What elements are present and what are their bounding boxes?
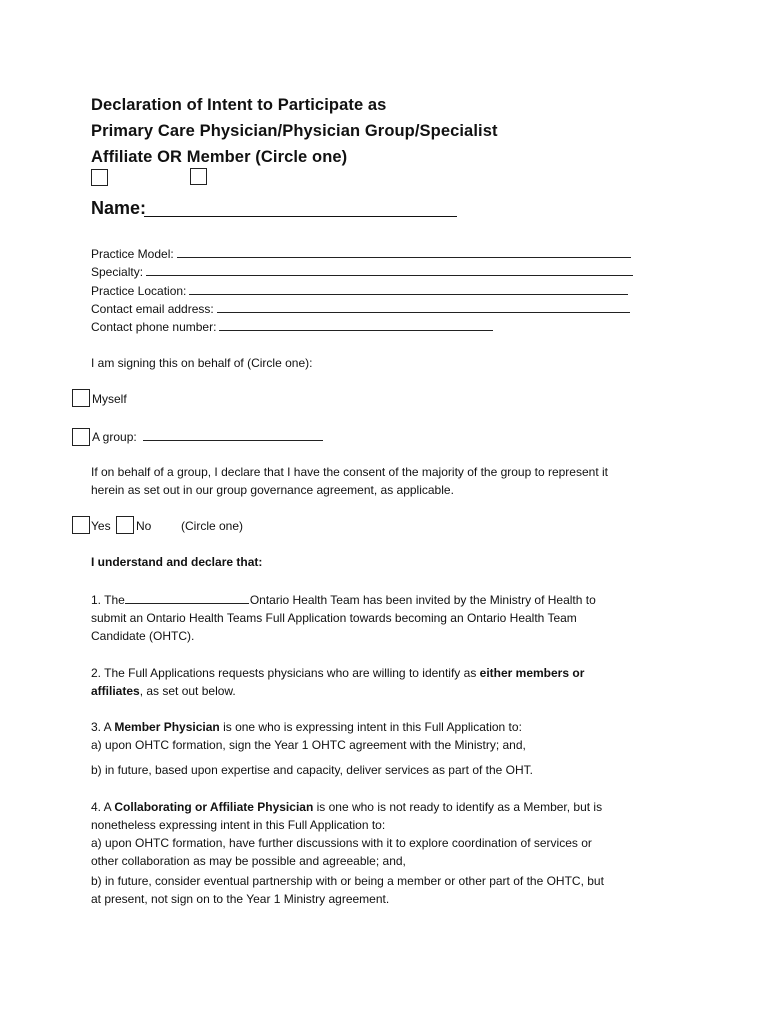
contact-phone-label: Contact phone number: (91, 320, 217, 334)
myself-checkbox[interactable] (72, 389, 90, 407)
no-label: No (136, 519, 152, 533)
myself-label: Myself (92, 392, 127, 406)
oht-name-field[interactable] (125, 592, 249, 604)
name-label: Name: (91, 198, 147, 218)
specialty-row (91, 264, 633, 279)
specialty-label: Specialty: (91, 265, 144, 279)
item-2 (91, 664, 681, 700)
item-4-rest: is one who is not ready to identify as a Member, but is (313, 800, 603, 814)
specialty-field[interactable] (146, 264, 633, 276)
item-1 (91, 591, 681, 645)
item-1-line-2: submit an Ontario Health Teams Full Application towards becoming an Ontario Health Team (91, 611, 577, 625)
practice-location-row (91, 283, 628, 298)
form-title-line-3: Affiliate OR Member (Circle one) (91, 148, 348, 166)
signing-behalf-text: I am signing this on behalf of (Circle one): (91, 356, 313, 370)
item-3-b: b) in future, based upon expertise and capacity, deliver services as part of the OHT. (91, 763, 534, 777)
contact-phone-row (91, 319, 493, 334)
practice-model-label: Practice Model: (91, 247, 174, 261)
group-checkbox[interactable] (72, 428, 90, 446)
item-2-bold-1: either members or (479, 666, 585, 680)
no-checkbox[interactable] (116, 516, 134, 534)
practice-model-field[interactable] (177, 246, 631, 258)
consent-line-1: If on behalf of a group, I declare that I have the consent of the majority of the group to represent it (91, 465, 608, 479)
yes-checkbox[interactable] (72, 516, 90, 534)
name-field[interactable] (144, 216, 457, 217)
item-4 (91, 798, 681, 908)
item-3 (91, 718, 681, 779)
affiliate-checkbox[interactable] (91, 169, 108, 186)
contact-email-row (91, 301, 630, 316)
consent-line-2: herein as set out in our group governance agreement, as applicable. (91, 483, 454, 497)
practice-location-field[interactable] (189, 283, 628, 295)
item-4-line-2: nonetheless expressing intent in this Full Application to: (91, 818, 386, 832)
practice-location-label: Practice Location: (91, 284, 187, 298)
item-2-text: 2. The Full Applications requests physicians who are willing to identify as (91, 666, 480, 680)
item-3-bold: Member Physician (114, 720, 220, 734)
item-3-prefix: 3. A (91, 720, 115, 734)
contact-phone-field[interactable] (219, 319, 493, 331)
item-1-prefix: 1. The (91, 593, 125, 607)
contact-email-label: Contact email address: (91, 302, 214, 316)
form-title-line-2: Primary Care Physician/Physician Group/Specialist (91, 122, 498, 140)
item-3-rest: is one who is expressing intent in this Full Application to: (219, 720, 522, 734)
group-label: A group: (92, 430, 137, 444)
member-checkbox[interactable] (190, 168, 207, 185)
yes-label: Yes (91, 519, 111, 533)
item-1-rest: Ontario Health Team has been invited by the Ministry of Health to (249, 593, 596, 607)
item-4-a-2: other collaboration as may be possible and agreeable; and, (91, 854, 406, 868)
contact-email-field[interactable] (217, 301, 630, 313)
item-1-line-3: Candidate (OHTC). (91, 629, 195, 643)
item-4-b-2: at present, not sign on to the Year 1 Ministry agreement. (91, 892, 390, 906)
circle-one-note: (Circle one) (181, 519, 244, 533)
form-title-line-1: Declaration of Intent to Participate as (91, 96, 387, 114)
practice-model-row (91, 246, 631, 261)
group-name-field[interactable] (143, 429, 323, 441)
item-2-text-after: , as set out below. (139, 684, 236, 698)
item-4-b-1: b) in future, consider eventual partnership with or being a member or other part of the OHTC, but (91, 874, 604, 888)
item-4-bold: Collaborating or Affiliate Physician (114, 800, 314, 814)
declare-heading: I understand and declare that: (91, 555, 263, 569)
item-2-bold-2: affiliates (91, 684, 140, 698)
item-3-a: a) upon OHTC formation, sign the Year 1 OHTC agreement with the Ministry; and, (91, 738, 526, 752)
consent-paragraph (91, 463, 681, 499)
group-row (92, 429, 323, 444)
item-4-a-1: a) upon OHTC formation, have further discussions with it to explore coordination of services or (91, 836, 592, 850)
item-4-prefix: 4. A (91, 800, 115, 814)
